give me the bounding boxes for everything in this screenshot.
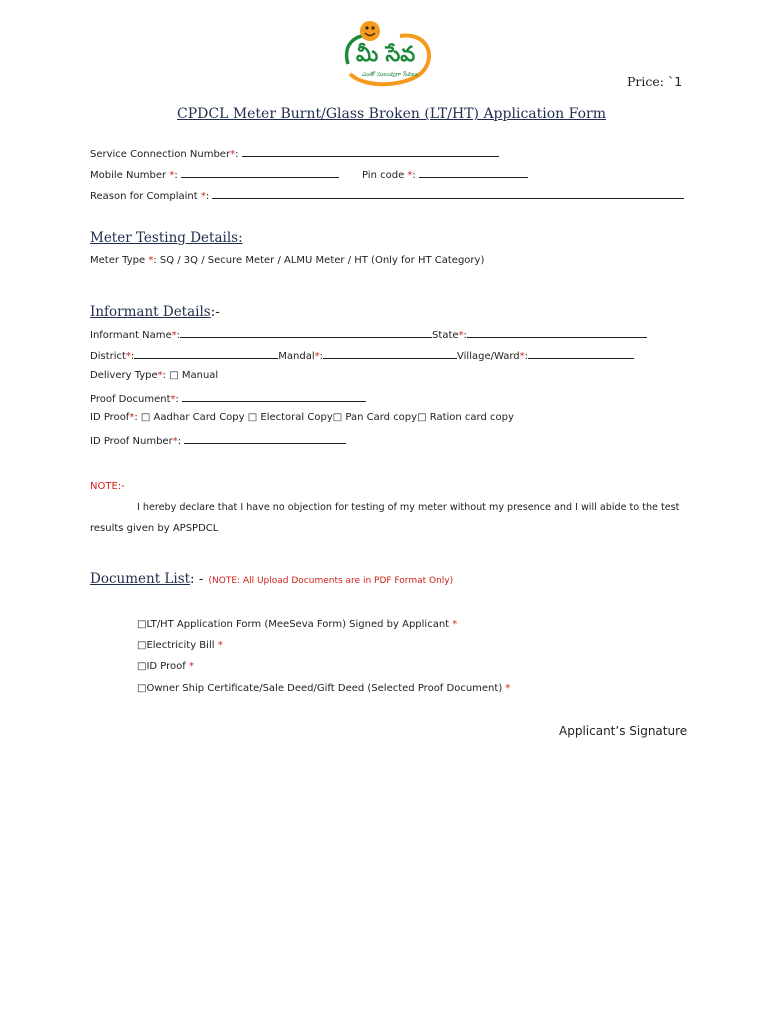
electoral-checkbox[interactable]: □: [247, 412, 258, 423]
reason-field[interactable]: [212, 188, 684, 199]
location-row: District*: Mandal*: Village/Ward*:: [90, 348, 634, 362]
proof-document-field[interactable]: [182, 391, 366, 402]
note-line-1: I hereby declare that I have no objection for testing of my meter without my presence and I will abide to the test: [137, 502, 680, 513]
meter-type-row: Meter Type *: SQ / 3Q / Secure Meter / ALMU Meter / HT (Only for HT Category): [90, 255, 485, 266]
doc-item: □Owner Ship Certificate/Sale Deed/Gift Deed (Selected Proof Document) *: [137, 683, 511, 694]
proof-document-row: Proof Document*:: [90, 391, 366, 405]
page-title: CPDCL Meter Burnt/Glass Broken (LT/HT) Application Form: [177, 106, 606, 122]
village-field[interactable]: [528, 348, 634, 359]
reason-row: Reason for Complaint *:: [90, 188, 684, 202]
price-label: Price:: [627, 74, 664, 89]
doc-checkbox[interactable]: □: [137, 661, 147, 672]
informant-name-row: Informant Name*: State*:: [90, 327, 647, 341]
id-number-field[interactable]: [184, 433, 346, 444]
meeseva-logo: [336, 14, 440, 94]
service-connection-field[interactable]: [242, 146, 499, 157]
price-value: `1: [667, 74, 683, 89]
document-list-heading: Document List: - (NOTE: All Upload Documents are in PDF Format Only): [90, 571, 454, 587]
applicant-signature: Applicant’s Signature: [559, 724, 688, 738]
delivery-row: Delivery Type*: □ Manual: [90, 370, 219, 381]
doc-item: □ID Proof *: [137, 661, 194, 672]
doc-item: □LT/HT Application Form (MeeSeva Form) Signed by Applicant *: [137, 619, 458, 630]
doc-item: □Electricity Bill *: [137, 640, 223, 651]
note-label: NOTE:-: [90, 481, 125, 492]
id-proof-row: ID Proof*: □ Aadhar Card Copy □ Electoral Copy□ Pan Card copy□ Ration card copy: [90, 412, 514, 423]
state-field[interactable]: [467, 327, 647, 338]
logo-name: మీ సేవ: [356, 42, 416, 66]
service-connection-row: Service Connection Number*:: [90, 146, 499, 160]
doc-checkbox[interactable]: □: [137, 619, 147, 630]
logo-tagline: ఎంతో సులువుగా సేవలు: [362, 71, 418, 78]
pin-row: Pin code *:: [362, 167, 528, 181]
doc-checkbox[interactable]: □: [137, 640, 147, 651]
informant-name-field[interactable]: [180, 327, 432, 338]
mobile-field[interactable]: [181, 167, 339, 178]
informant-heading: Informant Details:-: [90, 304, 220, 320]
price: [627, 74, 682, 89]
ration-checkbox[interactable]: □: [417, 412, 427, 423]
doc-checkbox[interactable]: □: [137, 683, 147, 694]
mobile-row: Mobile Number *:: [90, 167, 339, 181]
note-line-2: results given by APSPDCL: [90, 523, 219, 534]
mandal-field[interactable]: [323, 348, 457, 359]
delivery-manual-checkbox[interactable]: □: [169, 370, 179, 381]
id-number-row: ID Proof Number*:: [90, 433, 346, 447]
pan-checkbox[interactable]: □: [332, 412, 343, 423]
aadhar-checkbox[interactable]: □: [140, 412, 151, 423]
district-field[interactable]: [134, 348, 278, 359]
pin-field[interactable]: [419, 167, 528, 178]
meter-heading: Meter Testing Details:: [90, 230, 243, 246]
